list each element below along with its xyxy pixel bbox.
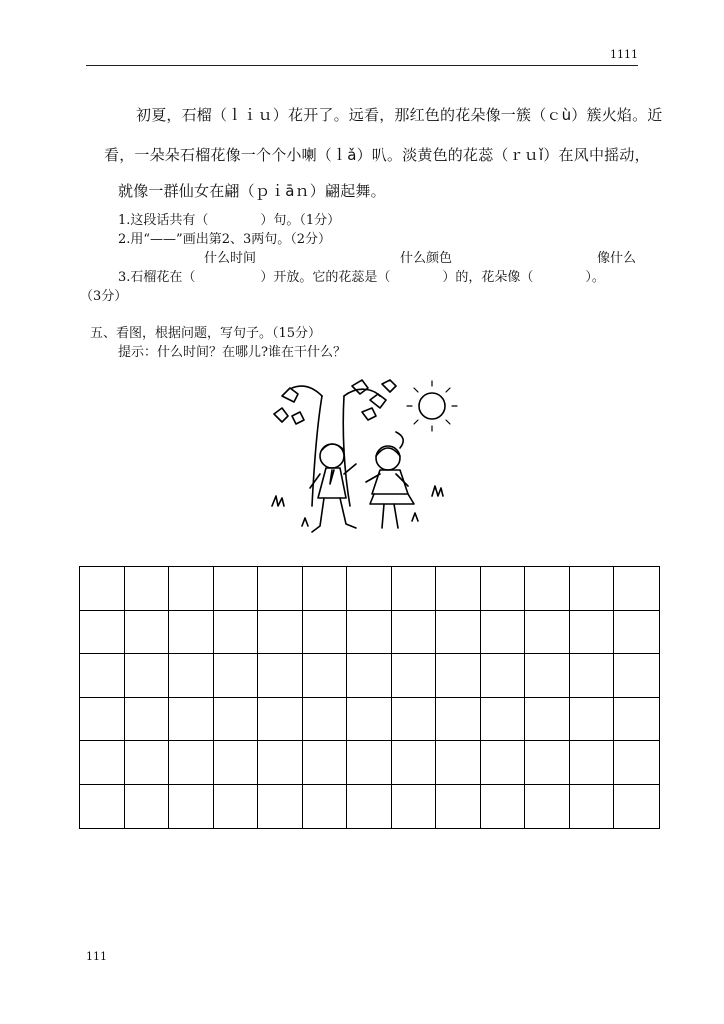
grid-cell[interactable]	[525, 654, 570, 698]
grid-cell[interactable]	[258, 741, 303, 785]
grid-cell[interactable]	[436, 741, 481, 785]
grid-cell[interactable]	[436, 785, 481, 829]
grid-cell[interactable]	[169, 611, 214, 655]
grid-cell[interactable]	[303, 741, 348, 785]
grid-cell[interactable]	[525, 741, 570, 785]
grid-cell[interactable]	[392, 741, 437, 785]
grid-cell[interactable]	[481, 567, 526, 611]
grid-cell[interactable]	[614, 654, 659, 698]
header-page-label: 1111	[610, 48, 638, 61]
grid-cell[interactable]	[125, 567, 170, 611]
grid-cell[interactable]	[214, 741, 259, 785]
grid-cell[interactable]	[303, 654, 348, 698]
grid-cell[interactable]	[80, 698, 125, 742]
grid-cell[interactable]	[125, 698, 170, 742]
footer-page-label: 111	[86, 950, 107, 963]
grid-cell[interactable]	[392, 698, 437, 742]
grid-cell[interactable]	[347, 654, 392, 698]
grid-cell[interactable]	[347, 611, 392, 655]
grid-cell[interactable]	[214, 654, 259, 698]
grid-cell[interactable]	[258, 567, 303, 611]
grid-cell[interactable]	[614, 785, 659, 829]
grid-cell[interactable]	[392, 611, 437, 655]
grid-cell[interactable]	[303, 611, 348, 655]
hint-like: 像什么	[597, 251, 637, 266]
hint-time: 什么时间	[204, 251, 257, 266]
grid-cell[interactable]	[436, 654, 481, 698]
grid-cell[interactable]	[80, 567, 125, 611]
grid-cell[interactable]	[214, 698, 259, 742]
grid-cell[interactable]	[614, 611, 659, 655]
grid-cell[interactable]	[125, 654, 170, 698]
grid-cell[interactable]	[481, 654, 526, 698]
grid-cell[interactable]	[481, 698, 526, 742]
hint-color: 什么颜色	[400, 251, 453, 266]
grid-cell[interactable]	[303, 698, 348, 742]
grid-cell[interactable]	[525, 567, 570, 611]
grid-cell[interactable]	[525, 698, 570, 742]
grid-cell[interactable]	[258, 654, 303, 698]
section-5-hint: 提示：什么时间？在哪儿?谁在干什么？	[118, 345, 346, 360]
writing-grid[interactable]	[79, 566, 660, 829]
grid-cell[interactable]	[570, 785, 615, 829]
question-2: 2.用“——”画出第2、3两句。（2分）	[118, 232, 332, 247]
grid-cell[interactable]	[481, 741, 526, 785]
grid-cell[interactable]	[614, 741, 659, 785]
section-5-title: 五、看图，根据问题，写句子。（15分）	[90, 326, 322, 341]
header-rule	[86, 65, 638, 66]
grid-cell[interactable]	[481, 785, 526, 829]
grid-cell[interactable]	[436, 567, 481, 611]
grid-cell[interactable]	[347, 698, 392, 742]
grid-cell[interactable]	[436, 611, 481, 655]
grid-cell[interactable]	[347, 785, 392, 829]
grid-cell[interactable]	[80, 654, 125, 698]
grid-cell[interactable]	[570, 698, 615, 742]
grid-cell[interactable]	[80, 785, 125, 829]
grid-cell[interactable]	[125, 741, 170, 785]
grid-cell[interactable]	[169, 567, 214, 611]
grid-cell[interactable]	[214, 611, 259, 655]
children-under-tree-with-sun-illustration	[262, 376, 462, 552]
grid-cell[interactable]	[392, 654, 437, 698]
passage-line-3: 就像一群仙女在翩（ｐｉāｎ）翩起舞。	[118, 182, 386, 200]
grid-cell[interactable]	[570, 741, 615, 785]
grid-cell[interactable]	[169, 785, 214, 829]
grid-cell[interactable]	[169, 741, 214, 785]
grid-cell[interactable]	[214, 785, 259, 829]
grid-cell[interactable]	[169, 654, 214, 698]
grid-cell[interactable]	[347, 741, 392, 785]
passage-line-2: 看，一朵朵石榴花像一个个小喇（ｌǎ）叭。淡黄色的花蕊（ｒｕǐ）在风中摇动，	[104, 146, 650, 164]
grid-cell[interactable]	[80, 611, 125, 655]
grid-cell[interactable]	[303, 785, 348, 829]
grid-cell[interactable]	[614, 567, 659, 611]
grid-cell[interactable]	[80, 741, 125, 785]
grid-cell[interactable]	[570, 654, 615, 698]
grid-cell[interactable]	[303, 567, 348, 611]
grid-cell[interactable]	[481, 611, 526, 655]
grid-cell[interactable]	[525, 611, 570, 655]
grid-cell[interactable]	[525, 785, 570, 829]
question-3: 3.石榴花在（ ）开放。它的花蕊是（ ）的，花朵像（ ）。	[118, 270, 605, 285]
grid-cell[interactable]	[169, 698, 214, 742]
question-1: 1.这段话共有（ ）句。（1分）	[118, 213, 341, 228]
grid-cell[interactable]	[258, 611, 303, 655]
question-3-score: （3分）	[80, 289, 128, 304]
grid-cell[interactable]	[570, 567, 615, 611]
grid-cell[interactable]	[614, 698, 659, 742]
grid-cell[interactable]	[258, 698, 303, 742]
grid-cell[interactable]	[258, 785, 303, 829]
grid-cell[interactable]	[125, 785, 170, 829]
grid-cell[interactable]	[570, 611, 615, 655]
grid-cell[interactable]	[125, 611, 170, 655]
passage-line-1: 初夏，石榴（ｌｉｕ）花开了。远看，那红色的花朵像一簇（ｃù）簇火焰。近	[136, 106, 663, 124]
grid-cell[interactable]	[436, 698, 481, 742]
grid-cell[interactable]	[392, 567, 437, 611]
grid-cell[interactable]	[214, 567, 259, 611]
grid-cell[interactable]	[392, 785, 437, 829]
grid-cell[interactable]	[347, 567, 392, 611]
